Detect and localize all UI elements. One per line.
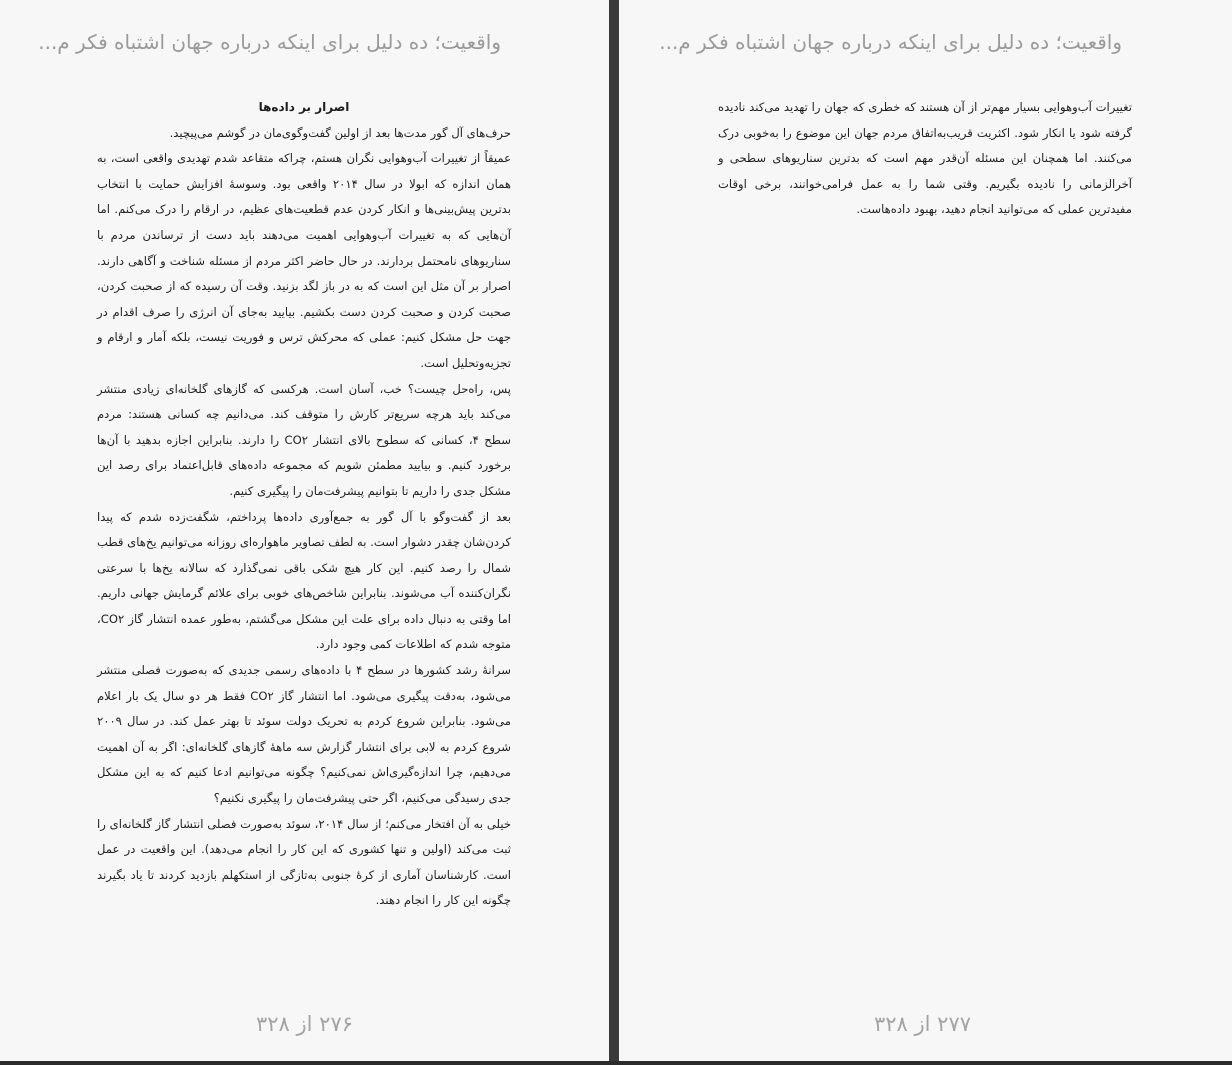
paragraph: تغییرات آب‌وهوایی بسیار مهم‌تر از آن هستند که خطری که جهان را تهدید می‌کند نادیده گرفته شود یا انکار شود. اکثریت قریب‌به‌اتفاق مردم جهان این موضوع را به‌خوبی درک می‌کنند. اما همچنان این مسئله آن‌قدر مهم است که بدترین سناریوهای سطحی و آخرالزمانی را نادیده بگیریم. وقتی شما را به عمل فرامی‌خوانند، برخی اوقات مفیدترین عملی که می‌توانید انجام دهید، بهبود داده‌هاست. xyxy=(718,100,1132,217)
page-body xyxy=(718,95,1132,223)
page-number: ۲۷۶ از ۳۲۸ xyxy=(256,1012,354,1036)
running-header: واقعیت؛ ده دلیل برای اینکه درباره جهان اشتباه فکر م... xyxy=(38,30,501,54)
paragraph: خیلی به آن افتخار می‌کنم؛ از سال ۲۰۱۴، سوئد به‌صورت فصلی انتشار گاز گلخانه‌ای را ثبت می‌کند (اولین و تنها کشوری که این کار را انجام می‌دهد). این واقعیت در عمل است. کارشناسان آماری از کرهٔ جنوبی به‌تازگی از استکهلم بازدید کردند تا یاد بگیرند چگونه این کار را انجام دهند. xyxy=(97,816,511,908)
running-header: واقعیت؛ ده دلیل برای اینکه درباره جهان اشتباه فکر م... xyxy=(659,30,1122,54)
paragraph: بعد از گفت‌وگو با آل گور به جمع‌آوری داده‌ها پرداختم، شگفت‌زده شدم که پیدا کردن‌شان چقدر دشوار است. به لطف تصاویر ماهواره‌ای روزانه می‌توانیم یخ‌های قطب شمال را رصد کنیم. این کار هیچ شکی باقی نمی‌گذارد که سالانه یخ‌ها با سرعتی نگران‌کننده آب می‌شوند. بنابراین شاخص‌های خوبی برای علائم گرمایش جهانی داریم. اما وقتی به دنبال داده برای علت این مشکل می‌گشتم، به‌طور عمده انتشار گاز CO۲، متوجه شدم که اطلاعات کمی وجود دارد. xyxy=(97,509,511,652)
right-page[interactable] xyxy=(619,0,1232,1061)
paragraph: سرانهٔ رشد کشورها در سطح ۴ با داده‌های رسمی جدیدی که به‌صورت فصلی منتشر می‌شود، به‌دقت پیگیری می‌شود. اما انتشار گاز CO۲ فقط هر دو سال یک بار اعلام می‌شود. بنابراین شروع کردم به تحریک دولت سوئد تا بهتر عمل کند. در سال ۲۰۰۹ شروع کردم به لابی برای انتشار گزارش سه ماههٔ گازهای گلخانه‌ای: اگر به آن اهمیت می‌دهیم، چرا اندازه‌گیری‌اش نمی‌کنیم؟ چگونه می‌توانیم ادعا کنیم که به این مشکل جدی رسیدگی می‌کنیم، اگر حتی پیشرفت‌مان را پیگیری نکنیم؟ xyxy=(97,663,511,806)
paragraph: عمیقاً از تغییرات آب‌وهوایی نگران هستم، چراکه متقاعد شدم تهدیدی واقعی است، به همان اندازه که ابولا در سال ۲۰۱۴ واقعی بود. وسوسهٔ افزایش حمایت با انتخاب بدترین پیش‌بینی‌ها و انکار کردن عدم قطعیت‌های عظیم، در ارقام را درک می‌کنم. اما آن‌هایی که به تغییرات آب‌وهوایی اهمیت می‌دهند باید دست از ترساندن مردم با سناریوهای نامحتمل بردارند. در حال حاضر اکثر مردم از مسئله شناخت و آگاهی دارند. اصرار بر آن مثل این است که به در باز لگد بزنید. وقت آن رسیده که از صحبت کردن، صحبت کردن و صحبت کردن دست بکشیم. بیایید به‌جای آن انرژی را صرف اقدام در جهت حل مشکل کنیم: عملی که محرکش ترس و فوریت نیست، بلکه آمار و ارقام و تجزیه‌وتحلیل است. xyxy=(97,151,511,370)
page-body xyxy=(97,95,511,914)
bottom-divider xyxy=(0,1061,1232,1065)
section-title: اصرار بر داده‌ها xyxy=(258,100,350,114)
left-page[interactable] xyxy=(0,0,609,1061)
paragraph: پس، راه‌حل چیست؟ خب، آسان است. هرکسی که گازهای گلخانه‌ای زیادی منتشر می‌کند باید هرچه سریع‌تر کارش را متوقف کند. می‌دانیم چه کسانی هستند: مردم سطح ۴، کسانی که سطوح بالای انتشار CO۲ را دارند. بنابراین اجازه بدهید با آن‌ها برخورد کنیم. و بیایید مطمئن شویم که مجموعه داده‌های قابل‌اعتماد برای رصد این مشکل جدی را داریم تا بتوانیم پیشرفت‌مان را پیگیری کنیم. xyxy=(97,381,511,498)
paragraph: حرف‌های آل گور مدت‌ها بعد از اولین گفت‌وگوی‌مان در گوشم می‌پیچید. xyxy=(169,125,511,140)
page-number: ۲۷۷ از ۳۲۸ xyxy=(874,1012,972,1036)
